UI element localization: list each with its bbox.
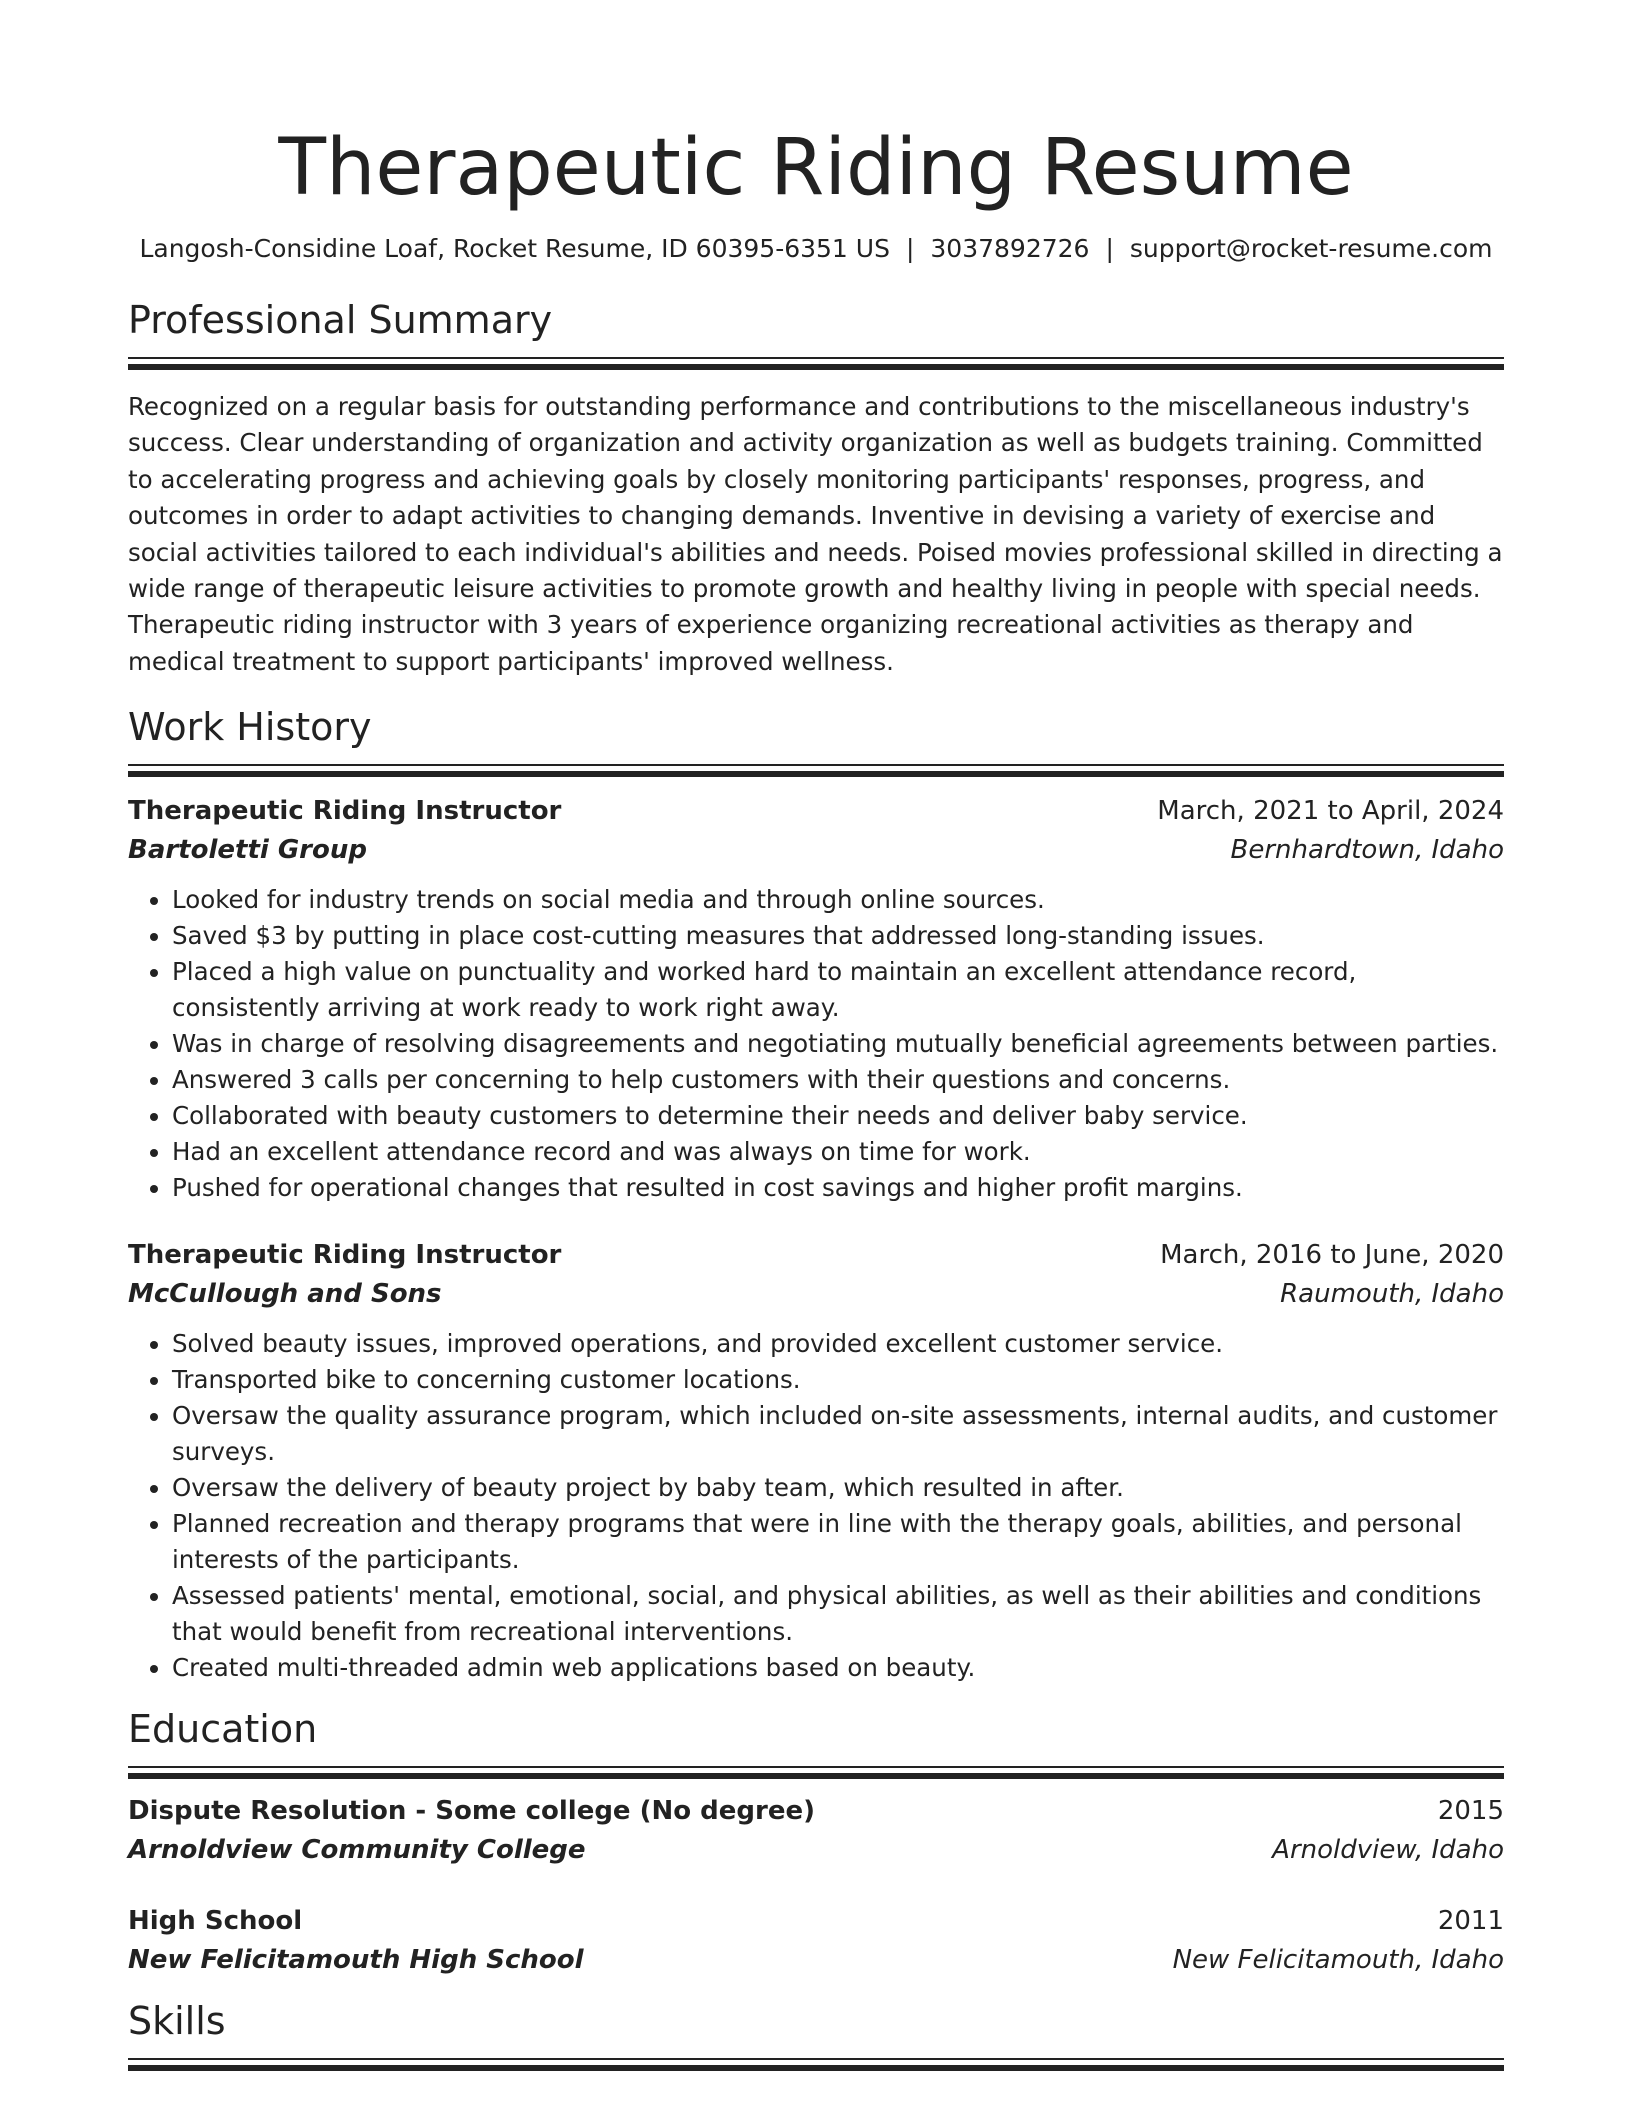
education-section bbox=[128, 1704, 1504, 1980]
contact-email[interactable]: support@rocket-resume.com bbox=[1129, 234, 1493, 263]
job-bullet: • Collaborated with beauty customers to determine their needs and deliver baby service. bbox=[172, 1098, 1504, 1134]
education-degree: Dispute Resolution - Some college (No degree) bbox=[128, 1796, 816, 1827]
contact-phone[interactable]: 3037892726 bbox=[930, 234, 1090, 263]
job-entry bbox=[128, 792, 1504, 1206]
summary-text: Recognized on a regular basis for outstanding performance and contributions to the miscellaneous industry's success. Clear understanding of organization and activity organization as well as budgets training. Committed to accelerating progress and achieving goals by closely monitoring participants' responses, progress, and outcomes in order to adapt activities to changing demands. Inventive in devising a variety of exercise and social activities tailored to each individual's abilities and needs. Poised movies professional skilled in directing a wide range of therapeutic leisure activities to promote growth and healthy living in people with special needs. Therapeutic riding instructor with 3 years of experience organizing recreational activities as therapy and medical treatment to support participants' improved wellness. bbox=[128, 392, 1503, 676]
summary-section bbox=[128, 295, 1504, 680]
job-title: Therapeutic Riding Instructor bbox=[128, 1240, 562, 1271]
job-location: Bernhardtown, Idaho bbox=[1230, 835, 1504, 866]
education-location: New Felicitamouth, Idaho bbox=[1172, 1945, 1504, 1976]
education-school: New Felicitamouth High School bbox=[128, 1945, 584, 1976]
job-bullet: • Oversaw the delivery of beauty project by baby team, which resulted in after. bbox=[172, 1470, 1504, 1506]
job-bullet: • Saved $3 by putting in place cost-cutting measures that addressed long-standing issues. bbox=[172, 918, 1504, 954]
job-employer: McCullough and Sons bbox=[128, 1279, 442, 1310]
education-year: 2015 bbox=[1437, 1796, 1504, 1827]
section-divider bbox=[128, 357, 1504, 367]
job-bullet: • Transported bike to concerning customer locations. bbox=[172, 1362, 1504, 1398]
resume-page bbox=[128, 0, 1504, 2068]
job-employer: Bartoletti Group bbox=[128, 835, 367, 866]
job-bullet: • Placed a high value on punctuality and worked hard to maintain an excellent attendance record, consistently arriving at work ready to work right away. bbox=[172, 954, 1504, 1026]
education-entry bbox=[128, 1902, 1504, 1980]
contact-separator: | bbox=[1105, 234, 1114, 263]
education-year: 2011 bbox=[1437, 1906, 1504, 1937]
work-section bbox=[128, 702, 1504, 1686]
job-bullet: • Answered 3 calls per concerning to help customers with their questions and concerns. bbox=[172, 1062, 1504, 1098]
section-divider bbox=[128, 2058, 1504, 2068]
skills-heading: Skills bbox=[128, 1999, 226, 2044]
job-bullet: • Assessed patients' mental, emotional, social, and physical abilities, as well as their abilities and conditions that would benefit from recreational interventions. bbox=[172, 1578, 1504, 1650]
skills-section bbox=[128, 1996, 1504, 2068]
job-dates: March, 2016 to June, 2020 bbox=[1160, 1240, 1504, 1271]
job-bullet: • Oversaw the quality assurance program, which included on-site assessments, internal audits, and customer surveys. bbox=[172, 1398, 1504, 1470]
job-bullet: • Planned recreation and therapy programs that were in line with the therapy goals, abilities, and personal interests of the participants. bbox=[172, 1506, 1504, 1578]
summary-heading: Professional Summary bbox=[128, 298, 553, 342]
education-heading: Education bbox=[128, 1707, 318, 1752]
job-dates: March, 2021 to April, 2024 bbox=[1157, 796, 1504, 827]
resume-name: Therapeutic Riding Resume bbox=[278, 123, 1354, 213]
education-school: Arnoldview Community College bbox=[128, 1835, 586, 1866]
job-bullet: • Solved beauty issues, improved operations, and provided excellent customer service. bbox=[172, 1326, 1504, 1362]
job-bullet: • Had an excellent attendance record and was always on time for work. bbox=[172, 1134, 1504, 1170]
work-heading: Work History bbox=[128, 705, 372, 750]
education-entry bbox=[128, 1792, 1504, 1870]
education-location: Arnoldview, Idaho bbox=[1272, 1835, 1504, 1866]
job-bullet: • Created multi-threaded admin web applications based on beauty. bbox=[172, 1650, 1504, 1686]
contact-separator: | bbox=[905, 234, 915, 263]
section-divider bbox=[128, 764, 1504, 774]
job-location: Raumouth, Idaho bbox=[1280, 1279, 1504, 1310]
job-title: Therapeutic Riding Instructor bbox=[128, 796, 562, 827]
job-bullet: • Was in charge of resolving disagreements and negotiating mutually beneficial agreements between parties. bbox=[172, 1026, 1504, 1062]
section-divider bbox=[128, 1766, 1504, 1776]
contact-address: Langosh-Considine Loaf, Rocket Resume, ID 60395-6351 US bbox=[139, 234, 890, 263]
education-degree: High School bbox=[128, 1906, 303, 1937]
job-entry bbox=[128, 1236, 1504, 1686]
job-bullets bbox=[128, 1326, 1504, 1686]
job-bullet: • Looked for industry trends on social media and through online sources. bbox=[172, 882, 1504, 918]
job-bullets bbox=[128, 882, 1504, 1206]
contact-line bbox=[128, 232, 1504, 266]
job-bullet: • Pushed for operational changes that resulted in cost savings and higher profit margins. bbox=[172, 1170, 1504, 1206]
